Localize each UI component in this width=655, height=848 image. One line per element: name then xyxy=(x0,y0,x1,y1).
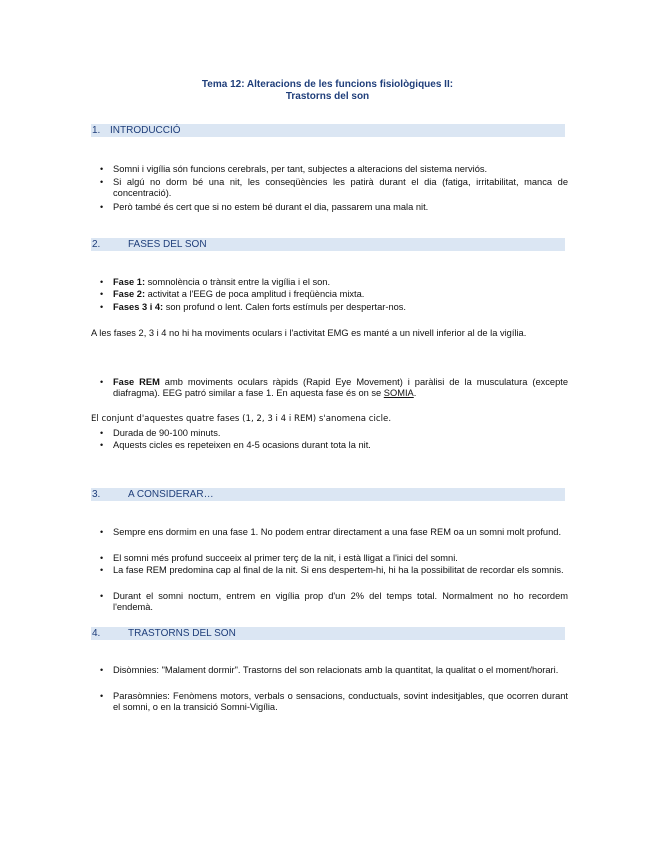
phase-description: son profund o lent. Calen forts estímuls per despertar-nos. xyxy=(163,302,407,312)
list-item xyxy=(113,377,568,399)
list-item: • Disòmnies: "Malament dormir". Trastorns del son relacionats amb la quantitat, la qualitat o el moment/horari. xyxy=(113,665,568,676)
section-number: 3. xyxy=(92,489,101,500)
list-item: • Parasòmnies: Fenòmens motors, verbals o sensacions, conductuals, sovint indesitjables, que ocorren durant el somni, o en la transició Somni-Vigília. xyxy=(113,691,568,713)
list-item: • Sempre ens dormim en una fase 1. No podem entrar directament a una fase REM oa un somni molt profund. xyxy=(113,527,568,538)
section-header-considerar xyxy=(91,488,565,501)
section-label: TRASTORNS DEL SON xyxy=(128,628,236,639)
list-item: • La fase REM predomina cap al final de la nit. Si ens despertem-hi, hi ha la possibilitat de recordar els somnis. xyxy=(113,565,568,576)
section-label: FASES DEL SON xyxy=(128,239,207,250)
list-item xyxy=(113,277,568,288)
phase-name: Fase 1: xyxy=(113,277,146,287)
list-item: • Durada de 90-100 minuts. xyxy=(113,428,568,439)
list-item: • Si algú no dorm bé una nit, les conseqüències les patirà durant el dia (fatiga, irritabilitat, manca de concentració). xyxy=(113,177,568,199)
punctuation: . xyxy=(413,388,417,398)
document-subtitle: Trastorns del son xyxy=(285,91,370,102)
section-number: 2. xyxy=(92,239,101,250)
phase-description: somnolència o trànsit entre la vigília i el son. xyxy=(145,277,331,287)
list-item: • Durant el somni noctum, entrem en vigília prop d'un 2% del temps total. Normalment no ho recordem l'endemà. xyxy=(113,591,568,613)
cycle-paragraph: El conjunt d'aquestes quatre fases (1, 2, 3 i 4 i REM) s'anomena cicle. xyxy=(91,414,392,424)
document-title: Tema 12: Alteracions de les funcions fisiològiques II: xyxy=(201,79,454,90)
list-item: • Somni i vigília són funcions cerebrals, per tant, subjectes a alteracions del sistema nerviós. xyxy=(113,164,568,175)
list-item xyxy=(113,289,568,300)
section-number: 4. xyxy=(92,628,101,639)
list-item: • El somni més profund succeeix al primer terç de la nit, i està lligat a l'inici del somni. xyxy=(113,553,568,564)
phase-description: amb moviments oculars ràpids (Rapid Eye Movement) i paràlisi de la musculatura (excepte diafragma). EEG patró similar a fase 1. En aquesta fase és on se xyxy=(113,377,569,398)
phase-name: Fases 3 i 4: xyxy=(113,302,164,312)
phase-name: Fase REM xyxy=(113,377,160,387)
phase-name: Fase 2: xyxy=(113,289,146,299)
section-header-introduccio xyxy=(91,124,565,137)
section-header-trastorns xyxy=(91,627,565,640)
paragraph: A les fases 2, 3 i 4 no hi ha moviments oculars i l'activitat EMG es manté a un nivell inferior al de la vigília. xyxy=(91,328,527,338)
section-number: 1. xyxy=(92,125,101,136)
list-item: • Però també és cert que si no estem bé durant el dia, passarem una mala nit. xyxy=(113,202,568,213)
phase-description: activitat a l'EEG de poca amplitud i freqüència mixta. xyxy=(145,289,365,299)
section-header-fases xyxy=(91,238,565,251)
section-label: INTRODUCCIÓ xyxy=(110,125,181,136)
emphasis-word: SOMIA xyxy=(383,388,414,398)
list-item: • Aquests cicles es repeteixen en 4-5 ocasions durant tota la nit. xyxy=(113,440,568,451)
list-item xyxy=(113,302,568,313)
section-label: A CONSIDERAR… xyxy=(128,489,214,500)
